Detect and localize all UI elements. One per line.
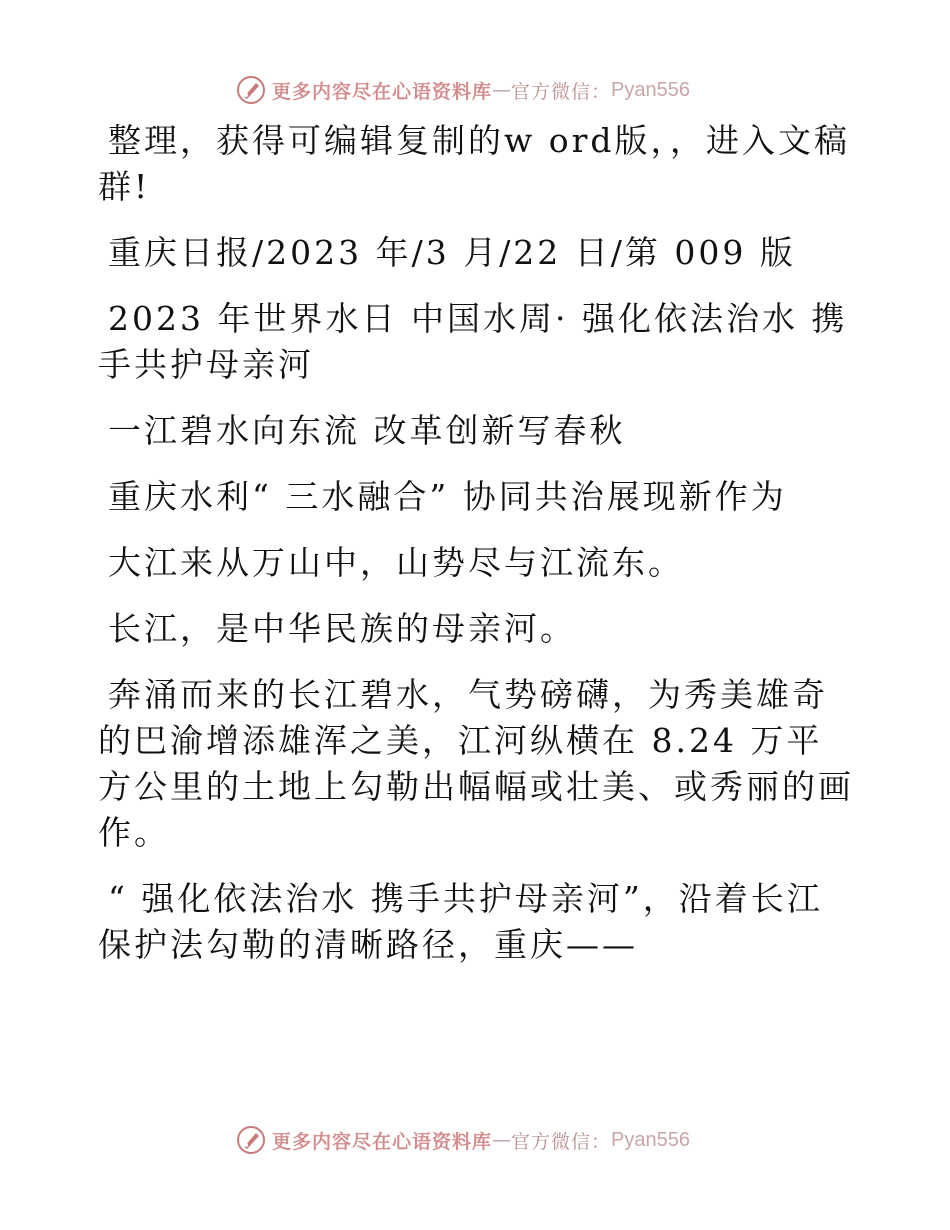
paragraph-poem: 大江来从万山中，山势尽与江流东。 — [108, 543, 684, 582]
header-banner — [236, 72, 690, 108]
pen-logo-icon — [236, 1125, 266, 1155]
paragraph-title: 一江碧水向东流 改革创新写春秋 — [108, 411, 626, 450]
wechat-id: Pyan556 — [611, 78, 690, 101]
wechat-label: 官方微信： — [511, 1130, 612, 1153]
footer-banner — [236, 1122, 690, 1158]
paragraph-body-2: “ 强化依法治水 携手共护母亲河”，沿着长江保护法勾勒的清晰路径，重庆—— — [98, 879, 823, 964]
document-body — [98, 118, 858, 988]
paragraph-source: 重庆日报/2023 年/3 月/22 日/第 009 版 — [108, 233, 796, 272]
paragraph-subtitle: 重庆水利“ 三水融合” 协同共治展现新作为 — [108, 477, 787, 516]
paragraph-body-1: 奔涌而来的长江碧水，气势磅礴，为秀美雄奇的巴渝增添雄浑之美，江河纵横在 8.24 万平方公里的土地上勾勒出幅幅或壮美、或秀丽的画作。 — [98, 675, 854, 852]
paragraph-yangtze: 长江，是中华民族的母亲河。 — [108, 609, 576, 648]
banner-text: 更多内容尽在心语资料库 — [272, 80, 493, 103]
paragraph-intro: 整理，获得可编辑复制的w ord版，，进入文稿群! — [98, 121, 851, 206]
pen-logo-icon — [236, 75, 266, 105]
paragraph-headline: 2023 年世界水日 中国水周· 强化依法治水 携手共护母亲河 — [98, 299, 848, 384]
banner-text: 更多内容尽在心语资料库 — [272, 1130, 493, 1153]
banner-dash: — — [492, 1129, 512, 1151]
banner-dash: — — [492, 79, 512, 101]
wechat-label: 官方微信： — [511, 80, 612, 103]
wechat-id: Pyan556 — [611, 1128, 690, 1151]
